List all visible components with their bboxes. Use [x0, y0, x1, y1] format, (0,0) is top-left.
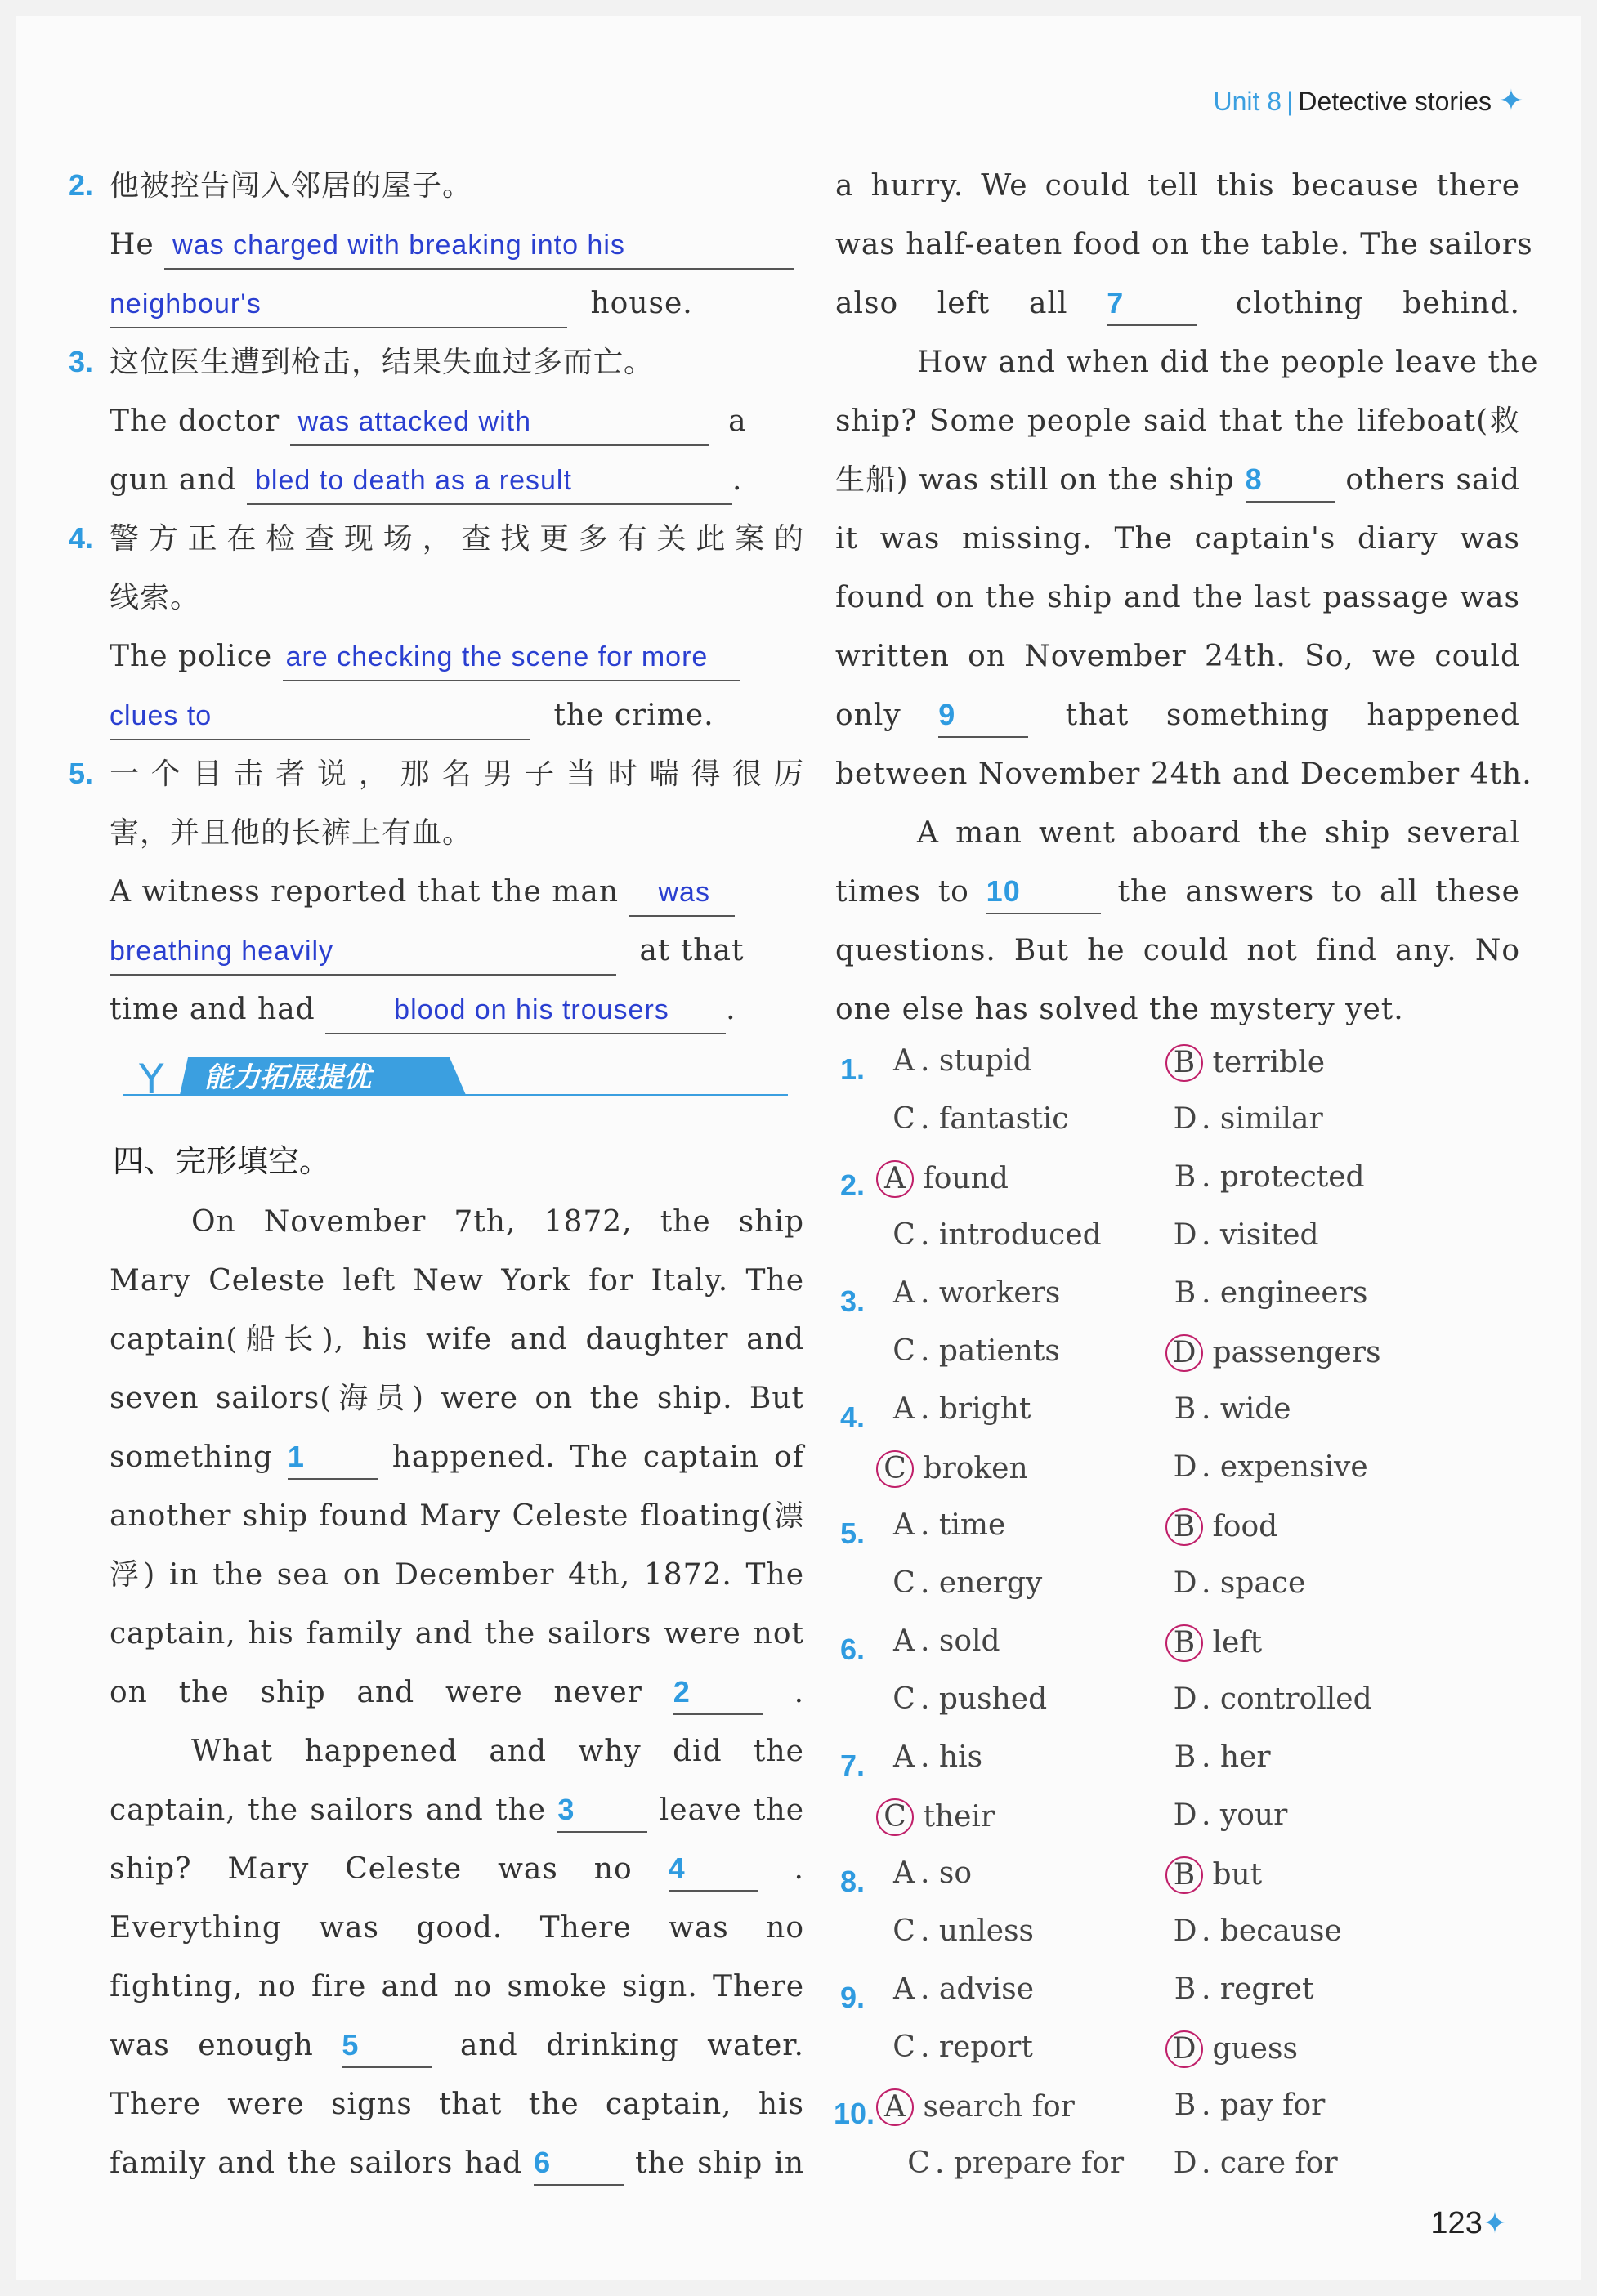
cloze-blank: 9 — [938, 694, 1028, 738]
option-question-number: 5. — [840, 1517, 866, 1550]
passage-line: A man went aboard the ship several — [917, 816, 1520, 850]
passage-text: the answers to all these — [1117, 875, 1520, 909]
unit-title: Detective stories — [1298, 87, 1492, 116]
option-question-number: 2. — [840, 1168, 866, 1202]
passage-line — [110, 2134, 804, 2193]
option-word: . energy — [920, 1566, 1043, 1600]
passage-line: Everything was good. There was no — [110, 1911, 804, 1945]
option-letter: C — [876, 1798, 914, 1836]
option-word: . so — [920, 1856, 973, 1890]
question-zh: 线索。 — [110, 581, 201, 614]
passage-line — [835, 863, 1520, 922]
answer-line: are checking the scene for more — [283, 634, 740, 681]
option-word: . pushed — [920, 1682, 1048, 1716]
option-word: . engineers — [1201, 1276, 1368, 1310]
option-b — [1169, 1160, 1365, 1194]
answer-line: was charged with breaking into his — [164, 222, 794, 270]
question-2 — [69, 157, 804, 333]
option-letter: D — [1173, 1798, 1197, 1832]
option-d — [1169, 2146, 1338, 2180]
option-letter: D — [1173, 1682, 1197, 1716]
option-c — [879, 1450, 1028, 1488]
option-word: . workers — [920, 1276, 1061, 1310]
passage-line: was half-eaten food on the table. The sailors — [835, 228, 1533, 261]
option-word: . advise — [920, 1972, 1035, 2006]
option-c — [888, 1682, 1047, 1716]
option-word: . sold — [920, 1624, 1000, 1658]
option-a — [888, 1276, 1060, 1310]
answer-line: was — [629, 869, 735, 917]
option-letter: C — [876, 1450, 914, 1488]
option-letter: B — [1174, 1740, 1197, 1774]
option-question-number: 9. — [840, 1981, 866, 2014]
option-b — [1169, 1276, 1367, 1310]
page-header: Unit 8 | Detective stories ✦ — [1213, 83, 1523, 117]
option-a — [879, 1160, 1009, 1198]
cloze-blank: 8 — [1246, 458, 1335, 503]
option-question-number: 3. — [840, 1284, 866, 1318]
option-d — [1169, 2030, 1298, 2068]
option-c — [888, 1334, 1060, 1368]
page-number-text: 123 — [1430, 2206, 1483, 2240]
option-d — [1169, 1102, 1323, 1136]
option-b — [1169, 1044, 1325, 1082]
option-c — [888, 1914, 1034, 1948]
option-letter: A — [893, 1276, 915, 1310]
translation-section — [69, 157, 804, 1039]
option-question-number: 6. — [840, 1633, 866, 1666]
option-letter: B — [1174, 1972, 1197, 2006]
passage-text: also left all — [835, 287, 1068, 320]
question-4 — [69, 510, 804, 745]
question-zh: 警方正在检查现场，查找更多有关此案的 — [110, 522, 804, 556]
option-c — [902, 2146, 1124, 2180]
option-letter: A — [876, 2088, 914, 2126]
option-d — [1169, 1450, 1368, 1484]
prompt-text: house. — [590, 287, 693, 320]
option-letter: C — [892, 1914, 915, 1948]
cloze-blank: 1 — [288, 1436, 378, 1480]
option-letter: C — [892, 1566, 915, 1600]
cloze-blank: 10 — [986, 870, 1101, 914]
question-number: 2. — [69, 168, 94, 202]
option-letter: D — [1173, 1218, 1197, 1252]
option-c — [888, 1102, 1068, 1136]
option-word: food — [1203, 1510, 1278, 1543]
option-letter: B — [1174, 1276, 1197, 1310]
passage-line — [835, 686, 1520, 745]
option-word: their — [914, 1800, 995, 1834]
passage-text: and drinking water. — [459, 2029, 804, 2062]
page-number — [1430, 2206, 1507, 2241]
prompt-text: time and had — [110, 993, 315, 1026]
option-word: . fantastic — [920, 1102, 1069, 1136]
passage-line — [110, 1664, 804, 1722]
option-a — [888, 1044, 1032, 1078]
option-word: . your — [1201, 1798, 1288, 1832]
option-letter: D — [1173, 1914, 1197, 1948]
passage-text: clothing behind. — [1235, 287, 1520, 320]
passage-line — [835, 275, 1520, 333]
prompt-text: gun and — [110, 463, 237, 497]
workbook-page — [16, 16, 1581, 2280]
option-letter: B — [1165, 1508, 1203, 1546]
option-b — [1169, 1740, 1271, 1774]
passage-line — [110, 2017, 804, 2075]
question-zh: 他被控告闯入邻居的屋子。 — [110, 169, 473, 203]
option-word: . wide — [1201, 1392, 1291, 1426]
option-b — [1169, 1856, 1262, 1894]
option-a — [879, 2088, 1075, 2126]
cloze-blank: 7 — [1107, 282, 1197, 326]
passage-text: only — [835, 699, 901, 732]
passage-line: ship? Some people said that the lifeboat(救 — [835, 404, 1520, 438]
passage-text: family and the sailors had — [110, 2146, 523, 2180]
option-letter: A — [893, 1392, 915, 1426]
option-a — [888, 1508, 1005, 1542]
option-letter: A — [893, 1624, 915, 1658]
sparkle-icon: ✦ — [1482, 2206, 1507, 2240]
cloze-passage-right — [835, 157, 1539, 1039]
option-a — [888, 1856, 972, 1890]
prompt-text: . — [732, 463, 743, 497]
question-number: 3. — [69, 345, 94, 378]
passage-line: one else has solved the mystery yet. — [835, 993, 1404, 1026]
option-word: . stupid — [920, 1044, 1032, 1078]
option-word: . regret — [1201, 1972, 1314, 2006]
option-letter: B — [1174, 1160, 1197, 1194]
option-letter: B — [1165, 1624, 1203, 1662]
option-question-number: 1. — [840, 1052, 866, 1086]
option-b — [1169, 1624, 1262, 1662]
option-letter: B — [1174, 1392, 1197, 1426]
option-word: . her — [1201, 1740, 1271, 1774]
option-word: guess — [1203, 2032, 1298, 2066]
option-letter: D — [1173, 1450, 1197, 1484]
option-b — [1169, 2088, 1325, 2122]
option-letter: D — [1173, 2146, 1197, 2180]
option-question-number: 8. — [840, 1865, 866, 1898]
option-c — [879, 1798, 995, 1836]
option-a — [888, 1972, 1034, 2006]
option-d — [1169, 1682, 1372, 1716]
option-question-number: 10. — [834, 2097, 875, 2130]
passage-line: There were signs that the captain, his — [110, 2088, 804, 2121]
passage-text: 生船) was still on the ship — [835, 463, 1235, 497]
answer-line: bled to death as a result — [247, 458, 732, 505]
option-b — [1169, 1392, 1291, 1426]
option-letter: A — [893, 1740, 915, 1774]
option-question-number: 7. — [840, 1749, 866, 1782]
prompt-text: The doctor — [110, 404, 280, 438]
passage-text: ship? Mary Celeste was no — [110, 1852, 633, 1886]
option-b — [1169, 1972, 1313, 2006]
option-letter: B — [1165, 1856, 1203, 1894]
passage-text: captain, the sailors and the — [110, 1793, 547, 1827]
option-word: but — [1203, 1858, 1263, 1892]
option-letter: B — [1174, 2088, 1197, 2122]
option-letter: D — [1173, 1566, 1197, 1600]
prompt-text: A witness reported that the man — [110, 875, 620, 909]
option-word: . care for — [1201, 2146, 1338, 2180]
option-word: . patients — [920, 1334, 1060, 1368]
option-letter: A — [893, 1044, 915, 1078]
option-letter: C — [892, 1682, 915, 1716]
prompt-text: The police — [110, 640, 273, 673]
cloze-blank: 6 — [534, 2142, 624, 2186]
option-d — [1169, 1334, 1380, 1372]
passage-line: captain(船长), his wife and daughter and — [110, 1323, 804, 1356]
prompt-text: a — [728, 404, 747, 438]
option-word: found — [914, 1162, 1009, 1195]
cloze-blank: 2 — [673, 1671, 763, 1715]
answer-line: breathing heavily — [110, 928, 616, 976]
option-word: passengers — [1203, 1336, 1381, 1369]
unit-label: Unit 8 — [1213, 87, 1282, 116]
passage-text: . — [794, 1852, 804, 1886]
option-word: . space — [1201, 1566, 1306, 1600]
passage-text: something — [110, 1441, 273, 1474]
passage-line: a hurry. We could tell this because there — [835, 169, 1520, 203]
option-d — [1169, 1218, 1319, 1252]
answer-line: was attacked with — [290, 399, 709, 446]
passage-line: seven sailors(海员) were on the ship. But — [110, 1382, 804, 1415]
question-zh: 一个目击者说，那名男子当时喘得很厉 — [110, 757, 804, 791]
passage-line: 浮) in the sea on December 4th, 1872. The — [110, 1558, 804, 1592]
passage-line: between November 24th and December 4th. — [835, 757, 1532, 791]
prompt-text: He — [110, 228, 154, 261]
option-word: . because — [1201, 1914, 1342, 1948]
option-word: left — [1203, 1626, 1263, 1659]
passage-line: another ship found Mary Celeste floating(漂 — [110, 1499, 804, 1533]
option-word: . unless — [920, 1914, 1035, 1948]
passage-line — [835, 451, 1520, 510]
option-d — [1169, 1914, 1342, 1948]
passage-line: fighting, no fire and no smoke sign. There — [110, 1970, 804, 2003]
sparkle-icon: ✦ — [1498, 83, 1523, 117]
question-zh: 这位医生遭到枪击，结果失血过多而亡。 — [110, 346, 655, 379]
passage-line — [110, 1781, 804, 1840]
option-word: broken — [914, 1452, 1028, 1485]
option-word: . visited — [1201, 1218, 1319, 1252]
passage-line: it was missing. The captain's diary was — [835, 522, 1520, 556]
option-question-number: 4. — [840, 1400, 866, 1434]
passage-line: Mary Celeste left New York for Italy. The — [110, 1264, 804, 1298]
section-banner — [123, 1054, 788, 1100]
option-a — [888, 1392, 1031, 1426]
option-word: . report — [920, 2030, 1033, 2064]
option-letter: C — [892, 1102, 915, 1136]
option-word: . expensive — [1201, 1450, 1368, 1484]
option-c — [888, 2030, 1033, 2064]
option-word: . introduced — [920, 1218, 1102, 1252]
passage-line — [110, 1428, 804, 1487]
option-word: . pay for — [1201, 2088, 1326, 2122]
question-3 — [69, 333, 804, 510]
option-word: . his — [920, 1740, 983, 1774]
section-title: 四、完形填空。 — [113, 1143, 331, 1179]
prompt-text: at that — [639, 934, 745, 967]
passage-text: the ship in — [635, 2146, 805, 2180]
passage-line: written on November 24th. So, we could — [835, 640, 1520, 673]
option-letter: C — [892, 1334, 915, 1368]
option-b — [1169, 1508, 1277, 1546]
section-banner-text: 能力拓展提优 — [204, 1061, 371, 1094]
option-c — [888, 1566, 1042, 1600]
option-letter: A — [893, 1508, 915, 1542]
passage-text: others said — [1345, 463, 1520, 497]
passage-text: leave the — [659, 1793, 805, 1827]
passage-text: times to — [835, 875, 969, 909]
answer-line: blood on his trousers — [325, 987, 726, 1034]
cloze-blank: 4 — [669, 1847, 758, 1892]
cloze-passage-left — [110, 1193, 804, 2193]
answer-line: clues to — [110, 693, 530, 740]
passage-text: . — [794, 1676, 805, 1709]
question-number: 4. — [69, 521, 94, 555]
option-word: search for — [914, 2090, 1075, 2124]
option-a — [888, 1624, 1000, 1658]
passage-line: questions. But he could not find any. No — [835, 934, 1520, 967]
cloze-blank: 5 — [342, 2024, 432, 2068]
passage-line: captain, his family and the sailors were not — [110, 1617, 804, 1651]
option-word: . time — [920, 1508, 1006, 1542]
passage-line: What happened and why did the — [191, 1735, 804, 1768]
passage-line: On November 7th, 1872, the ship — [191, 1205, 804, 1239]
passage-text: was enough — [110, 2029, 314, 2062]
prompt-text: the crime. — [553, 699, 714, 732]
option-word: . prepare for — [935, 2146, 1125, 2180]
passage-text: that something happened — [1065, 699, 1520, 732]
question-5 — [69, 745, 804, 1039]
option-c — [888, 1218, 1102, 1252]
option-word: terrible — [1203, 1046, 1326, 1079]
passage-line: found on the ship and the last passage was — [835, 581, 1520, 614]
option-letter: A — [876, 1160, 914, 1198]
option-word: . controlled — [1201, 1682, 1372, 1716]
passage-line — [110, 1840, 804, 1899]
answer-line: neighbour's — [110, 281, 567, 328]
option-a — [888, 1740, 982, 1774]
option-word: . bright — [920, 1392, 1031, 1426]
option-letter: C — [892, 2030, 915, 2064]
prompt-text: . — [726, 993, 736, 1026]
option-letter: B — [1165, 1044, 1203, 1082]
option-letter: D — [1165, 2030, 1203, 2068]
option-letter: C — [907, 2146, 930, 2180]
option-letter: D — [1173, 1102, 1197, 1136]
option-letter: A — [893, 1856, 915, 1890]
option-d — [1169, 1798, 1287, 1832]
option-word: . protected — [1201, 1160, 1365, 1194]
option-d — [1169, 1566, 1305, 1600]
option-letter: D — [1165, 1334, 1203, 1372]
cloze-blank: 3 — [557, 1789, 647, 1833]
passage-text: happened. The captain of — [391, 1441, 805, 1474]
option-word: . similar — [1201, 1102, 1323, 1136]
passage-line: How and when did the people leave the — [917, 346, 1539, 379]
question-number: 5. — [69, 757, 94, 790]
cup-icon: Y — [139, 1056, 164, 1100]
option-letter: C — [892, 1218, 915, 1252]
option-letter: A — [893, 1972, 915, 2006]
question-zh: 害，并且他的长裤上有血。 — [110, 816, 473, 850]
passage-text: on the ship and were never — [110, 1676, 642, 1709]
